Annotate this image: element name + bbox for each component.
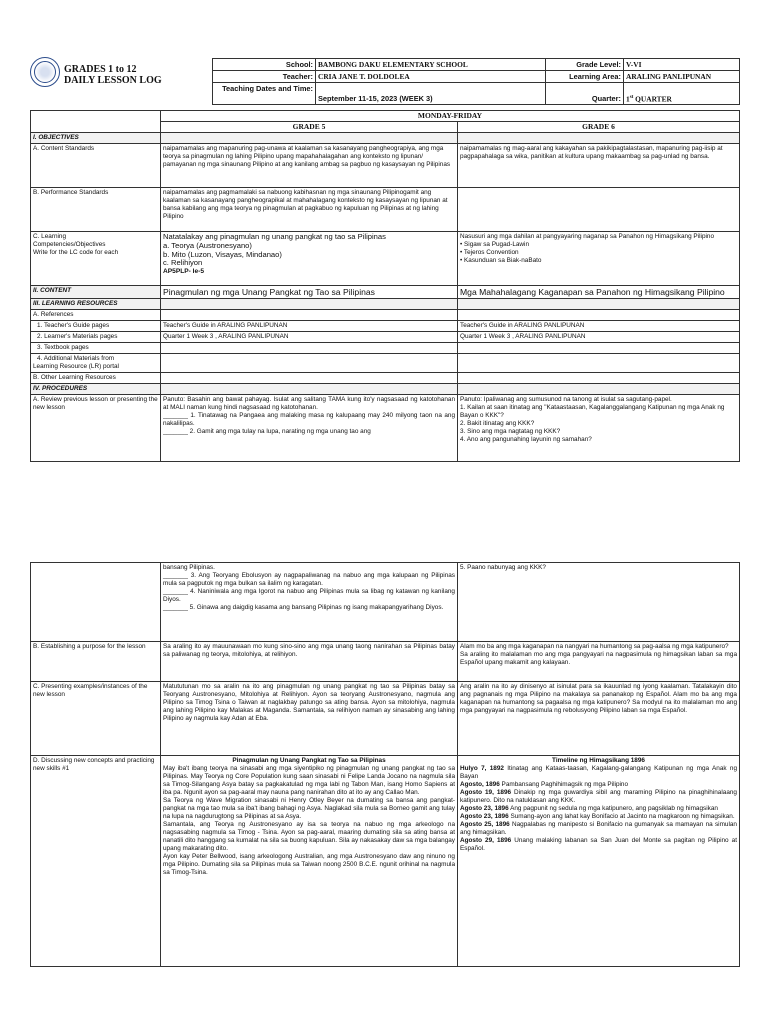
header-table [212, 58, 740, 105]
document-title [64, 64, 162, 86]
references-label: A. References [31, 310, 161, 321]
dates-value: September 11-15, 2023 (WEEK 3) [316, 83, 546, 105]
tg-g5: Teacher's Guide in ARALING PANLIPUNAN [161, 321, 458, 332]
review-g5: Panuto: Basahin ang bawat pahayag. Isulat ang salitang TAMA kung ito'y nagsasaad ng katotohanan at MALI naman kung hindi nagsasaad ng katotohanan. _______ 1. Tinatawag na Pangaea ang malaking masa ng kalupaang may 240 milyong taon na ang nakalilipas. _______ 2. Gamit ang mga tulay na lupa, narating ng mga unang tao ang [161, 395, 458, 462]
presenting-g6: Ang aralin na ito ay dinisenyo at isinulat para sa ikauunlad ng iyong kaalaman. Tatalakayin dito ang pagnanais ng mga Pilipino na makalaya sa pananakop ng Español. Alam mo ba ang mga kaganapan na humantong sa pagaalsa ng mga katipunero? Sa modyul na ito malalaman mo ang mga pangyayari na nagpasimula ng rebolusyong Pilipino laban sa mga Español. [458, 682, 740, 756]
lesson-table [30, 110, 740, 462]
performance-standards-g6 [458, 188, 740, 232]
content-g6: Mga Mahahalagang Kaganapan sa Panahon ng Himagsikang Pilipino [458, 286, 740, 299]
timeline-item: Agosto 29, 1896 Unang malaking labanan sa San Juan del Monte sa pagitan ng Pilipino at Español. [460, 837, 737, 852]
tg-g6: Teacher's Guide in ARALING PANLIPUNAN [458, 321, 740, 332]
lc-code: AP5PLP- Ie-5 [163, 268, 205, 276]
content-g5: Pinagmulan ng mga Unang Pangkat ng Tao sa Pilipinas [161, 286, 458, 299]
deped-logo [30, 57, 60, 87]
presenting-label: C. Presenting examples/instances of the new lesson [31, 682, 161, 756]
day-header: MONDAY-FRIDAY [161, 111, 740, 122]
teacher-value: CRIA JANE T. DOLDOLEA [316, 71, 546, 83]
school-value: BAMBONG DAKU ELEMENTARY SCHOOL [316, 59, 546, 71]
section-resources: III. LEARNING RESOURCES [31, 299, 161, 310]
section-procedures: IV. PROCEDURES [31, 384, 161, 395]
lm-g5: Quarter 1 Week 3 , ARALING PANLIPUNAN [161, 332, 458, 343]
other-resources-label: B. Other Learning Resources [31, 373, 161, 384]
title-line-1: GRADES 1 to 12 [64, 64, 137, 75]
section-content: II. CONTENT [31, 286, 161, 299]
timeline-title: Timeline ng Himagsikang 1896 [552, 757, 645, 764]
discussing-g5: Pinagmulan ng Unang Pangkat ng Tao sa Pilipinas May iba't ibang teorya na sinasabi ang mga siyentipiko ng pinagmulan ng unang pangkat ng tao sa Pilipinas. May Teorya ng Core Population kung saan sinasabi ni Felipe Landa Jocano na nagmula sila sa Timog-Silangang Asya batay sa pagkakatulad ng mga labi ng Tabon Man, isang Homo Sapiens at iba pa. Ngunit ayon sa pag-aaral may nauna pang nanirahan dito at ito ay ang Callao Man. Sa Teorya ng Wave Migration sinasabi ni Henry Otley Beyer na dumating sa bansa ang pangkat-pangkat na mga tao mula sa iba't ibang bahagi ng Asya. Naglakad sila mula sa Borneo gamit ang tulay na lupa na nagdurugtong sa Pilipinas at sa Asya. Samantala, ang Teorya ng Austronesyano ay isa sa teorya na nabuo ng mga arkeologo na nagsasabing nagmula sa Timog - Tsina. Ayon sa pag-aaral, maaring dumating sila sa ating bansa at nanatili dito hanggang sa kumalat na sila sa buong kapuluan. Sila ay nakasakay daw sa mga balangay upang makarating dito. Ayon kay Peter Bellwood, isang arkeologong Australian, ang mga Austronesyano daw ang ninuno ng mga Pilipino. Dumating sila sa Pilipinas mula sa Taiwan noong 2500 B.C.E. ngunit orihinal na nagmula sa Timog-Tsina. [161, 756, 458, 967]
purpose-g5: Sa araling ito ay mauunawaan mo kung sino-sino ang mga unang taong nanirahan sa Pilipinas batay sa paliwanag ng teorya, mitolohiya, at relihiyon. [161, 642, 458, 682]
competencies-g5: Natatalakay ang pinagmulan ng unang pangkat ng tao sa Pilipinas a. Teorya (Austronesyano) b. Mito (Luzon, Visayas, Mindanao) c. Relihiyon AP5PLP- Ie-5 [161, 232, 458, 286]
grade5-header: GRADE 5 [161, 122, 458, 133]
seal-icon [30, 57, 60, 87]
quarter-value: 1st QUARTER [624, 83, 740, 105]
grade6-header: GRADE 6 [458, 122, 740, 133]
learning-area-label: Learning Area: [546, 71, 624, 83]
tg-label: 1. Teacher's Guide pages [31, 321, 161, 332]
grade-level-label: Grade Level: [546, 59, 624, 71]
competencies-label: C. Learning Competencies/Objectives Write for the LC code for each [31, 232, 161, 286]
grade-level-value: V-VI [624, 59, 740, 71]
discussing-g6 [458, 756, 740, 967]
content-standards-g5: naipamamalas ang mapanuring pag-unawa at kaalaman sa kasanayang pangheograpiya, ang mga teorya sa pinagmulan ng lahing Pilipino upang mapahahalagahan ang konteksto ng lipunan/ pamayanan ng mga sinaunang Pilipino at ang kanilang ambag sa pagbuo ng kasaysayan ng Pilipinas [161, 144, 458, 188]
teacher-label: Teacher: [213, 71, 316, 83]
lm-g6: Quarter 1 Week 3 , ARALING PANLIPUNAN [458, 332, 740, 343]
review-g6: Panuto: Ipaliwanag ang sumusunod na tanong at isulat sa sagutang-papel. 1. Kailan at saan itinatag ang "Kataastaasan, Kagalanggalangang Katipunan ng mga Anak ng Bayan o KKK"? 2. Bakit itinatag ang KKK? 3. Sino ang mga nagtatag ng KKK? 4. Ano ang pangunahing layunin ng samahan? [458, 395, 740, 462]
section-objectives: I. OBJECTIVES [31, 133, 161, 144]
content-standards-label: A. Content Standards [31, 144, 161, 188]
timeline-item: Agosto 23, 1896 Ang pagpunit ng sedula ng mga katipunero, ang pagsiklab ng himagsikan [460, 805, 718, 812]
learning-area-value: ARALING PANLIPUNAN [624, 71, 740, 83]
timeline-item: Agosto, 1896 Pambansang Paghihimagsik ng mga Pilipino [460, 781, 629, 788]
timeline-item: Hulyo 7, 1892 Itinatag ang Kataas-taasan, Kagalang-galangang Katipunan ng mga Anak ng Bayan [460, 765, 737, 780]
school-label: School: [213, 59, 316, 71]
lm-label: 2. Learner's Materials pages [31, 332, 161, 343]
content-standards-g6: naipamamalas ng mag-aaral ang kakayahan sa pakikipagtalastasan, mapanuring pag-iisip at pagpapahalaga sa wika, panitikan at kultura upang makaambag sa pag-unlad ng bansa. [458, 144, 740, 188]
performance-standards-g5: naipamamalas ang pagmamalaki sa nabuong kabihasnan ng mga sinaunang Pilipinogamit ang kaalaman sa kasanayang pangheograpikal at mahahalagang konteksto ng kasaysayan ng lipunan at bansa kabilang ang mga teorya ng pinagmulan at pagkabuo ng kapuluan ng Pilipinas at ng lahing Pilipino [161, 188, 458, 232]
dates-label: Teaching Dates and Time: [213, 83, 316, 105]
discussing-label: D. Discussing new concepts and practicing new skills #1 [31, 756, 161, 967]
tb-label: 3. Textbook pages [31, 343, 161, 354]
lr-label: 4. Additional Materials from Learning Resource (LR) portal [31, 354, 161, 373]
review-label: A. Review previous lesson or presenting the new lesson [31, 395, 161, 462]
quarter-label: Quarter: [546, 83, 624, 105]
title-line-2: DAILY LESSON LOG [64, 75, 162, 86]
timeline-item: Agosto 23, 1896 Sumang-ayon ang lahat kay Bonifacio at Jacinto na magkaroon ng himagsikan. [460, 813, 735, 820]
lesson-table-continued [30, 562, 740, 967]
timeline-item: Agosto 25, 1896 Nagpalabas ng manipesto si Bonifacio na gumanyak sa mamayan na simulan ang himagsikan. [460, 821, 737, 836]
purpose-g6: Alam mo ba ang mga kaganapan na nangyari na humantong sa pag-aalsa ng mga katipunero? Sa araling ito malalaman mo ang mga pangyayari na nagpasimula ng himagsikan laban sa mga Español upang makamit ang kalayaan. [458, 642, 740, 682]
performance-standards-label: B. Performance Standards [31, 188, 161, 232]
review-continued-g5: bansang Pilipinas. _______ 3. Ang Teoryang Ebolusyon ay nagpapaliwanag na nabuo ang mga kalupaan ng Pilipinas mula sa pagputok ng mga bulkan sa ilalim ng karagatan. _______ 4. Naniniwala ang mga Igorot na nabuo ang Pilipinas mula sa libag ng katawan ng kanilang Diyos. _______ 5. Ginawa ang daigdig kasama ang bansang Pilipinas ng isang makapangyarihang Diyos. [161, 563, 458, 642]
timeline-item: Agosto 19, 1896 Dinakip ng mga guwardiya sibil ang maraming Pilipino na pinaghihinalaang katipunero. Dito na natuklasan ang KKK. [460, 789, 737, 804]
presenting-g5: Matututunan mo sa aralin na ito ang pinagmulan ng unang pangkat ng tao sa Pilipinas batay sa Teoryang Austronesyano, Mitolohiya at Relihiyon. Ayon sa teoryang Austronesyano, nagmula ang Pilipino sa Timog Tsina o Taiwan at naglakbay patungo sa ating bansa. Ayon sa mitolohiya, nagmula ang lahing Pilipino kay Malakas at Maganda. Samantala, sa relihiyon naman ay sinasabing ang lahing Pilipino ay nagmula kay Adan at Eba. [161, 682, 458, 756]
discussing-g5-title: Pinagmulan ng Unang Pangkat ng Tao sa Pilipinas [232, 757, 386, 764]
purpose-label: B. Establishing a purpose for the lesson [31, 642, 161, 682]
competencies-g6: Nasusuri ang mga dahilan at pangyayaring naganap sa Panahon ng Himagsikang Pilipino • Sigaw sa Pugad-Lawin • Tejeros Convention • Kasunduan sa Biak-naBato [458, 232, 740, 286]
review-continued-g6: 5. Paano nabunyag ang KKK? [458, 563, 740, 642]
